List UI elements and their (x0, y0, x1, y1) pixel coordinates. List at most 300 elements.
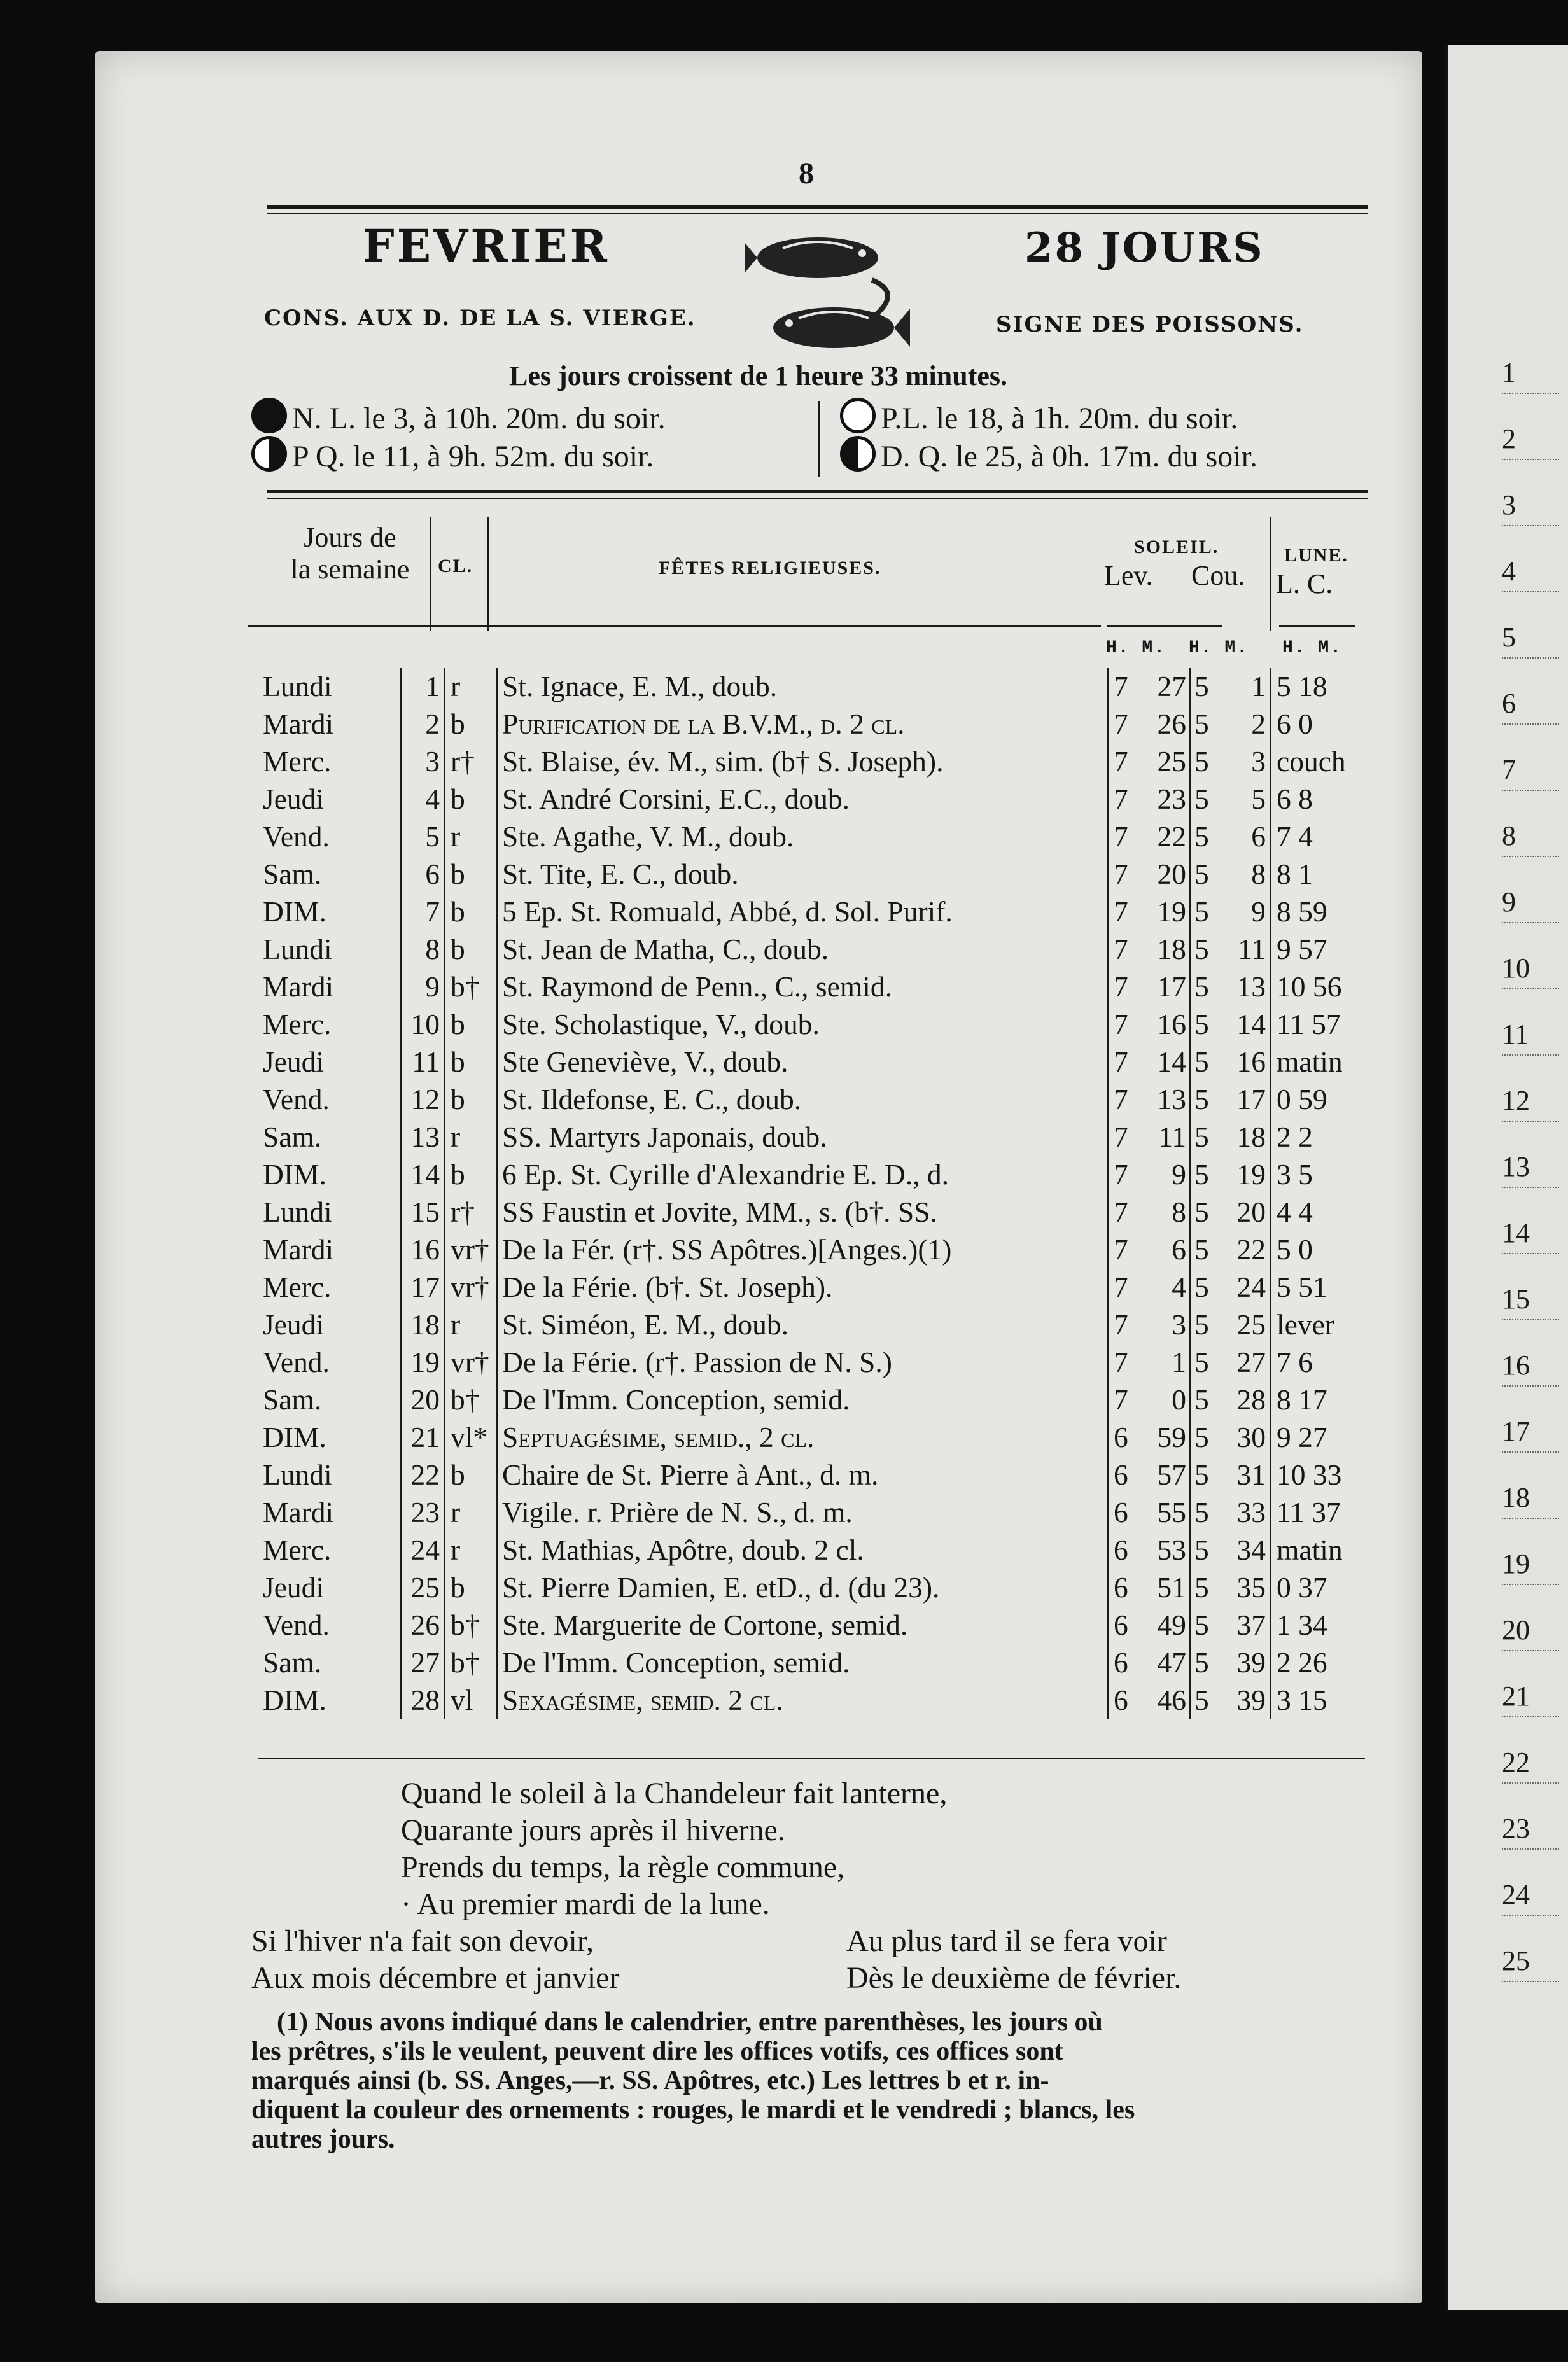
liturgical-class: vl* (445, 1419, 498, 1457)
liturgical-class: b (445, 856, 498, 893)
feast-name: De la Férie. (r†. Passion de N. S.) (498, 1344, 1108, 1381)
adjacent-day-number: 16 (1502, 1349, 1559, 1387)
sunrise-minute: 59 (1157, 1421, 1186, 1454)
day-number: 15 (401, 1194, 445, 1231)
table-row (258, 1006, 1378, 1044)
sunrise-minute: 4 (1172, 1271, 1186, 1304)
moon-time: 8 1 (1271, 856, 1379, 893)
liturgical-class: r (445, 1119, 498, 1156)
proverb-line: · Au premier mardi de la lune. (401, 1887, 770, 1921)
sunrise-minute: 47 (1157, 1646, 1186, 1679)
sunrise-hour: 7 (1108, 931, 1132, 968)
sunrise-minute: 0 (1172, 1383, 1186, 1416)
day-of-week: Lundi (263, 933, 332, 966)
hm-lev: H. M. (1106, 638, 1166, 658)
adjacent-day-number: 14 (1502, 1217, 1559, 1254)
day-number: 10 (401, 1006, 445, 1044)
feast-name: Septuagésime, semid., 2 cl. (498, 1419, 1108, 1457)
zodiac-sign: SIGNE DES POISSONS. (996, 312, 1304, 337)
day-number: 8 (401, 931, 445, 968)
sunset-hour: 5 (1190, 1682, 1213, 1719)
sunrise-minute: 26 (1157, 708, 1186, 741)
adjacent-day-number: 18 (1502, 1481, 1559, 1519)
day-number: 21 (401, 1419, 445, 1457)
liturgical-class: b† (445, 968, 498, 1006)
sunrise-hour: 7 (1108, 893, 1132, 931)
sunrise-hour: 7 (1108, 1306, 1132, 1344)
liturgical-class: r† (445, 743, 498, 781)
day-number: 20 (401, 1381, 445, 1419)
sunrise-hour: 7 (1108, 1269, 1132, 1306)
moon-time: 5 51 (1271, 1269, 1379, 1306)
header-lune: LUNE. (1284, 545, 1348, 566)
sunset-minute: 17 (1236, 1083, 1266, 1116)
table-row (258, 1044, 1378, 1081)
sunset-hour: 5 (1190, 1644, 1213, 1682)
sunrise-minute: 6 (1172, 1233, 1186, 1266)
header-col-line (1270, 517, 1271, 631)
proverb-line: Quand le soleil à la Chandeleur fait lanterne, (401, 1777, 948, 1810)
sunrise-minute: 9 (1172, 1158, 1186, 1191)
adjacent-day-number: 11 (1502, 1018, 1559, 1056)
day-of-week: Vend. (263, 820, 330, 853)
sunrise-minute: 49 (1157, 1609, 1186, 1642)
day-of-week: DIM. (263, 1421, 326, 1454)
adjacent-day-number: 15 (1502, 1283, 1559, 1320)
day-of-week: Sam. (263, 1383, 322, 1416)
header-col-line (430, 517, 431, 631)
feast-name: Chaire de St. Pierre à Ant., d. m. (498, 1457, 1108, 1494)
sunset-minute: 30 (1236, 1421, 1266, 1454)
phase-first-quarter (251, 436, 654, 474)
proverb-line: Dès le deuxième de février. (846, 1961, 1182, 1995)
sunset-minute: 9 (1251, 895, 1266, 928)
sunset-minute: 1 (1251, 670, 1266, 703)
adjacent-day-number: 6 (1502, 687, 1559, 725)
sunset-minute: 11 (1238, 933, 1266, 966)
sunset-hour: 5 (1190, 1156, 1213, 1194)
sunset-hour: 5 (1190, 668, 1213, 706)
sunset-hour: 5 (1190, 1569, 1213, 1607)
moon-time: 9 27 (1271, 1419, 1379, 1457)
sunset-minute: 13 (1236, 970, 1266, 1003)
moon-time: 4 4 (1271, 1194, 1379, 1231)
sunset-hour: 5 (1190, 1269, 1213, 1306)
liturgical-class: vr† (445, 1344, 498, 1381)
table-row (258, 1231, 1378, 1269)
sunset-hour: 5 (1190, 1044, 1213, 1081)
sunrise-minute: 1 (1172, 1346, 1186, 1379)
day-of-week: Sam. (263, 858, 322, 891)
liturgical-class: vl (445, 1682, 498, 1719)
table-row (258, 818, 1378, 856)
footnote-line: les prêtres, s'ils le veulent, peuvent dire les offices votifs, ces offices sont (251, 2037, 1063, 2066)
sunrise-minute: 20 (1157, 858, 1186, 891)
sunset-minute: 24 (1236, 1271, 1266, 1304)
top-rule (267, 205, 1368, 209)
table-row (258, 1306, 1378, 1344)
sunset-minute: 19 (1236, 1158, 1266, 1191)
sunset-hour: 5 (1190, 1081, 1213, 1119)
table-row (258, 1156, 1378, 1194)
moon-time: couch (1271, 743, 1379, 781)
sunrise-hour: 7 (1108, 1119, 1132, 1156)
table-row (258, 743, 1378, 781)
table-row (258, 931, 1378, 968)
sunrise-hour: 7 (1108, 1081, 1132, 1119)
header-lc: L. C. (1276, 568, 1333, 599)
sunset-hour: 5 (1190, 1231, 1213, 1269)
sunset-minute: 8 (1251, 858, 1266, 891)
top-rule-thin (267, 213, 1368, 214)
header-underline-lune (1279, 625, 1355, 627)
pisces-fish-icon (745, 223, 910, 363)
proverb-line: Quarante jours après il hiverne. (401, 1813, 785, 1847)
table-row (258, 1419, 1378, 1457)
day-number: 16 (401, 1231, 445, 1269)
moon-time: matin (1271, 1532, 1379, 1569)
footnote (251, 2008, 1371, 2154)
moon-time: 8 59 (1271, 893, 1379, 931)
adjacent-day-number: 20 (1502, 1614, 1559, 1651)
sunset-hour: 5 (1190, 1532, 1213, 1569)
table-row (258, 781, 1378, 818)
day-of-week: Mardi (263, 1496, 334, 1529)
table-row (258, 1269, 1378, 1306)
adjacent-day-number: 17 (1502, 1415, 1559, 1453)
day-number: 17 (401, 1269, 445, 1306)
header-rule-thin (267, 498, 1368, 499)
sunrise-minute: 27 (1157, 670, 1186, 703)
day-number: 12 (401, 1081, 445, 1119)
sunset-minute: 20 (1236, 1196, 1266, 1229)
moon-time: 7 6 (1271, 1344, 1379, 1381)
full-moon-icon (840, 398, 876, 433)
sunrise-hour: 7 (1108, 1006, 1132, 1044)
proverb-line: Aux mois décembre et janvier (251, 1961, 620, 1995)
feast-name: 5 Ep. St. Romuald, Abbé, d. Sol. Purif. (498, 893, 1108, 931)
day-number: 13 (401, 1119, 445, 1156)
sunrise-minute: 22 (1157, 820, 1186, 853)
proverb-right (846, 1923, 1181, 1997)
table-row (258, 1682, 1378, 1719)
sunset-hour: 5 (1190, 856, 1213, 893)
day-of-week: Merc. (263, 745, 332, 778)
liturgical-class: b (445, 706, 498, 743)
moon-time: 11 37 (1271, 1494, 1379, 1532)
sunset-minute: 22 (1236, 1233, 1266, 1266)
sunset-hour: 5 (1190, 1344, 1213, 1381)
liturgical-class: b (445, 1457, 498, 1494)
proverb-left (251, 1923, 619, 1997)
sunset-minute: 6 (1251, 820, 1266, 853)
sunrise-hour: 6 (1108, 1532, 1132, 1569)
moon-time: 1 34 (1271, 1607, 1379, 1644)
sunrise-hour: 7 (1108, 743, 1132, 781)
sunset-hour: 5 (1190, 1457, 1213, 1494)
sunrise-hour: 7 (1108, 856, 1132, 893)
sunset-hour: 5 (1190, 1006, 1213, 1044)
sunset-minute: 33 (1236, 1496, 1266, 1529)
day-of-week: Vend. (263, 1609, 330, 1642)
feast-name: St. Raymond de Penn., C., semid. (498, 968, 1108, 1006)
table-row (258, 1344, 1378, 1381)
feast-name: St. Blaise, év. M., sim. (b† S. Joseph). (498, 743, 1108, 781)
header-jours-line1: Jours de (304, 522, 396, 553)
day-number: 11 (401, 1044, 445, 1081)
sunrise-minute: 14 (1157, 1045, 1186, 1079)
sunset-hour: 5 (1190, 893, 1213, 931)
feast-name: St. André Corsini, E.C., doub. (498, 781, 1108, 818)
day-number: 14 (401, 1156, 445, 1194)
adjacent-day-number: 4 (1502, 555, 1559, 592)
sunset-hour: 5 (1190, 818, 1213, 856)
table-row (258, 1532, 1378, 1569)
sunset-hour: 5 (1190, 1119, 1213, 1156)
sunset-minute: 35 (1236, 1571, 1266, 1604)
table-row (258, 893, 1378, 931)
table-row (258, 1381, 1378, 1419)
sunrise-hour: 7 (1108, 968, 1132, 1006)
feast-name: SS. Martyrs Japonais, doub. (498, 1119, 1108, 1156)
feast-name: Ste Geneviève, V., doub. (498, 1044, 1108, 1081)
day-of-week: Lundi (263, 1458, 332, 1492)
day-of-week: Merc. (263, 1271, 332, 1304)
feast-name: De la Fér. (r†. SS Apôtres.)[Anges.)(1) (498, 1231, 1108, 1269)
sunset-hour: 5 (1190, 1494, 1213, 1532)
liturgical-class: r (445, 1532, 498, 1569)
first-quarter-icon (251, 436, 287, 472)
liturgical-class: b (445, 1081, 498, 1119)
new-moon-icon (251, 398, 287, 433)
sunset-minute: 14 (1236, 1008, 1266, 1041)
header-underline (248, 625, 1101, 627)
day-of-week: DIM. (263, 1684, 326, 1717)
feast-name: St. Pierre Damien, E. etD., d. (du 23). (498, 1569, 1108, 1607)
sunrise-hour: 7 (1108, 1044, 1132, 1081)
day-of-week: Jeudi (263, 1045, 325, 1079)
adjacent-day-number: 9 (1502, 886, 1559, 923)
day-of-week: Mardi (263, 1233, 334, 1266)
phase-text: P.L. le 18, à 1h. 20m. du soir. (881, 402, 1238, 435)
feast-name: St. Mathias, Apôtre, doub. 2 cl. (498, 1532, 1108, 1569)
day-of-week: Jeudi (263, 1571, 325, 1604)
sunrise-minute: 19 (1157, 895, 1186, 928)
moon-time: 9 57 (1271, 931, 1379, 968)
sunset-hour: 5 (1190, 1419, 1213, 1457)
sunset-hour: 5 (1190, 706, 1213, 743)
footnote-line: marqués ainsi (b. SS. Anges,—r. SS. Apôtres, etc.) Les lettres b et r. in- (251, 2066, 1049, 2095)
day-of-week: Sam. (263, 1121, 322, 1154)
sunrise-hour: 7 (1108, 1381, 1132, 1419)
feast-name: St. Jean de Matha, C., doub. (498, 931, 1108, 968)
feast-name: De l'Imm. Conception, semid. (498, 1644, 1108, 1682)
sunset-minute: 31 (1236, 1458, 1266, 1492)
sunrise-minute: 3 (1172, 1308, 1186, 1341)
feast-name: SS Faustin et Jovite, MM., s. (b†. SS. (498, 1194, 1108, 1231)
adjacent-day-number: 21 (1502, 1680, 1559, 1717)
daylight-increase: Les jours croissent de 1 heure 33 minutes. (509, 360, 1008, 391)
sunset-minute: 18 (1236, 1121, 1266, 1154)
sunrise-minute: 16 (1157, 1008, 1186, 1041)
day-of-week: DIM. (263, 1158, 326, 1191)
hm-cou: H. M. (1189, 638, 1249, 658)
sunset-minute: 3 (1251, 745, 1266, 778)
table-row (258, 706, 1378, 743)
liturgical-class: b (445, 1006, 498, 1044)
phase-full-moon (840, 398, 1238, 436)
liturgical-class: r (445, 1306, 498, 1344)
sunrise-minute: 13 (1157, 1083, 1186, 1116)
table-row (258, 1119, 1378, 1156)
moon-time: 6 8 (1271, 781, 1379, 818)
header-soleil: SOLEIL. (1134, 536, 1219, 557)
feast-name: De la Férie. (b†. St. Joseph). (498, 1269, 1108, 1306)
day-number: 25 (401, 1569, 445, 1607)
header-lev: Lev. (1104, 560, 1153, 591)
page-number: 8 (799, 157, 814, 190)
adjacent-day-number: 8 (1502, 820, 1559, 857)
sunset-minute: 28 (1236, 1383, 1266, 1416)
last-quarter-icon (840, 436, 876, 472)
feast-name: Sexagésime, semid. 2 cl. (498, 1682, 1108, 1719)
sunset-hour: 5 (1190, 931, 1213, 968)
day-of-week: Lundi (263, 670, 332, 703)
table-row (258, 1194, 1378, 1231)
liturgical-class: r† (445, 1194, 498, 1231)
day-of-week: Mardi (263, 708, 334, 741)
adjacent-day-number: 10 (1502, 952, 1559, 989)
day-of-week: Jeudi (263, 783, 325, 816)
moon-time: 5 0 (1271, 1231, 1379, 1269)
footnote-line: (1) Nous avons indiqué dans le calendrier, entre parenthèses, les jours où (277, 2008, 1103, 2037)
feast-name: Ste. Agathe, V. M., doub. (498, 818, 1108, 856)
liturgical-class: vr† (445, 1269, 498, 1306)
sunrise-hour: 6 (1108, 1607, 1132, 1644)
sunrise-hour: 7 (1108, 781, 1132, 818)
adjacent-day-number: 12 (1502, 1084, 1559, 1122)
feast-name: Ste. Scholastique, V., doub. (498, 1006, 1108, 1044)
sunrise-minute: 8 (1172, 1196, 1186, 1229)
day-number: 7 (401, 893, 445, 931)
sunrise-hour: 6 (1108, 1682, 1132, 1719)
day-number: 3 (401, 743, 445, 781)
liturgical-class: b (445, 1569, 498, 1607)
day-of-week: Sam. (263, 1646, 322, 1679)
table-row (258, 856, 1378, 893)
sunrise-minute: 51 (1157, 1571, 1186, 1604)
sunrise-minute: 25 (1157, 745, 1186, 778)
feast-name: St. Siméon, E. M., doub. (498, 1306, 1108, 1344)
sunset-minute: 2 (1251, 708, 1266, 741)
header-col-line (487, 517, 489, 631)
adjacent-day-number: 24 (1502, 1878, 1559, 1916)
footnote-line: autres jours. (251, 2125, 395, 2154)
liturgical-class: b† (445, 1644, 498, 1682)
sunset-hour: 5 (1190, 1381, 1213, 1419)
sunrise-minute: 17 (1157, 970, 1186, 1003)
sunrise-hour: 7 (1108, 706, 1132, 743)
table-row (258, 968, 1378, 1006)
sunrise-minute: 46 (1157, 1684, 1186, 1717)
moon-time: 0 59 (1271, 1081, 1379, 1119)
moon-time: 2 26 (1271, 1644, 1379, 1682)
sunrise-hour: 6 (1108, 1457, 1132, 1494)
table-row (258, 1569, 1378, 1607)
sunset-minute: 39 (1236, 1684, 1266, 1717)
sunrise-minute: 23 (1157, 783, 1186, 816)
proverb-block (401, 1775, 947, 1923)
phase-last-quarter (840, 436, 1257, 474)
sunset-minute: 39 (1236, 1646, 1266, 1679)
table-row (258, 1607, 1378, 1644)
adjacent-day-number: 22 (1502, 1746, 1559, 1784)
phase-text: P Q. le 11, à 9h. 52m. du soir. (292, 440, 654, 473)
adjacent-day-number: 3 (1502, 489, 1559, 526)
day-of-week: Jeudi (263, 1308, 325, 1341)
sunset-minute: 34 (1236, 1534, 1266, 1567)
liturgical-class: r (445, 1494, 498, 1532)
sunrise-hour: 6 (1108, 1644, 1132, 1682)
day-number: 23 (401, 1494, 445, 1532)
adjacent-day-number: 25 (1502, 1945, 1559, 1982)
calendar-table (258, 668, 1378, 1719)
hm-lune: H. M. (1282, 638, 1343, 658)
sunrise-hour: 6 (1108, 1569, 1132, 1607)
moon-time: 10 33 (1271, 1457, 1379, 1494)
liturgical-class: b† (445, 1607, 498, 1644)
sunrise-minute: 55 (1157, 1496, 1186, 1529)
footnote-line: diquent la couleur des ornements : rouges, le mardi et le vendredi ; blancs, les (251, 2095, 1135, 2125)
days-count: 28 JOURS (1025, 224, 1264, 272)
day-number: 22 (401, 1457, 445, 1494)
sunset-minute: 27 (1236, 1346, 1266, 1379)
sunset-minute: 25 (1236, 1308, 1266, 1341)
adjacent-day-number: 2 (1502, 423, 1559, 460)
header-rule (267, 490, 1368, 493)
day-number: 24 (401, 1532, 445, 1569)
sunrise-minute: 11 (1158, 1121, 1186, 1154)
phase-text: D. Q. le 25, à 0h. 17m. du soir. (881, 440, 1257, 473)
day-number: 4 (401, 781, 445, 818)
day-number: 28 (401, 1682, 445, 1719)
phase-text: N. L. le 3, à 10h. 20m. du soir. (292, 402, 666, 435)
adjacent-day-number: 13 (1502, 1150, 1559, 1188)
liturgical-class: r (445, 818, 498, 856)
table-row (258, 1457, 1378, 1494)
liturgical-class: r (445, 668, 498, 706)
sunrise-hour: 7 (1108, 1344, 1132, 1381)
feast-name: St. Ignace, E. M., doub. (498, 668, 1108, 706)
adjacent-day-number: 7 (1502, 753, 1559, 791)
table-row (258, 1644, 1378, 1682)
feast-name: 6 Ep. St. Cyrille d'Alexandrie E. D., d. (498, 1156, 1108, 1194)
moon-time: 0 37 (1271, 1569, 1379, 1607)
day-of-week: Vend. (263, 1083, 330, 1116)
feast-name: Ste. Marguerite de Cortone, semid. (498, 1607, 1108, 1644)
day-of-week: Merc. (263, 1534, 332, 1567)
sunrise-minute: 18 (1157, 933, 1186, 966)
table-row (258, 1494, 1378, 1532)
adjacent-day-number: 5 (1502, 621, 1559, 659)
header-jours-line2: la semaine (290, 554, 410, 585)
sunrise-minute: 53 (1157, 1534, 1186, 1567)
adjacent-day-number: 1 (1502, 356, 1559, 394)
header-cl: CL. (438, 556, 473, 577)
liturgical-class: vr† (445, 1231, 498, 1269)
consecration-line: CONS. AUX D. DE LA S. VIERGE. (264, 305, 696, 331)
day-of-week: Merc. (263, 1008, 332, 1041)
